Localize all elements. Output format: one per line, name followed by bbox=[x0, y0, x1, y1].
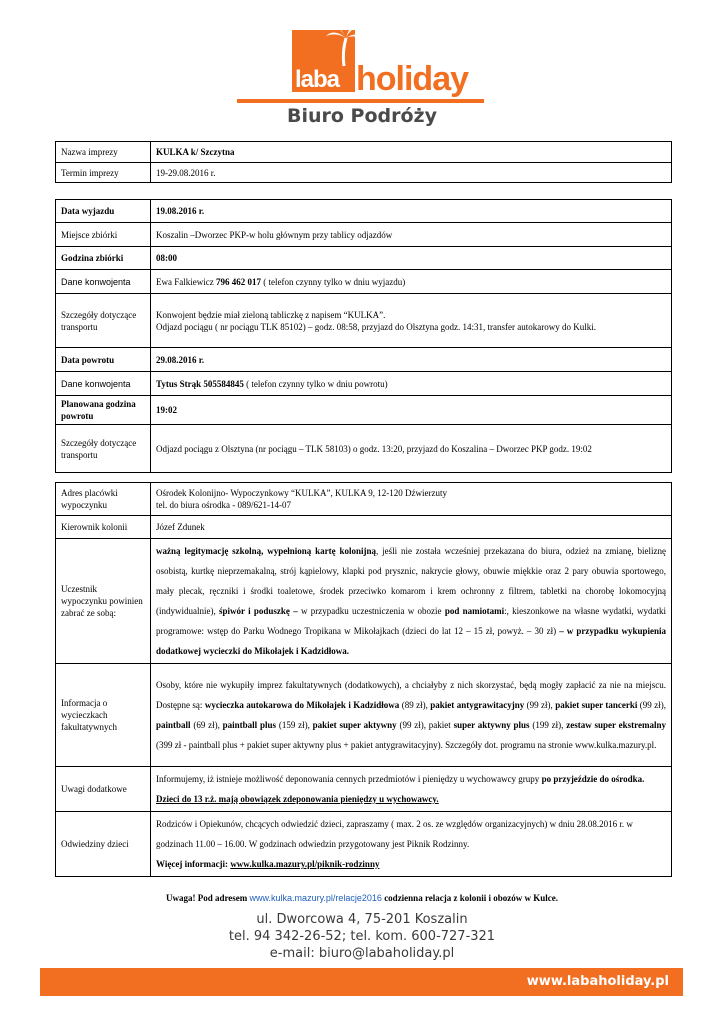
notes-value: Informujemy, iż istnieje możliwość deponowania cennych przedmiotów i pieniędzy u wychowawcy grupy po przyjeździe do ośrodka. Dzieci do 13 r.ż. mają obowiązek zdeponowania pieniędzy u wychowawcy. bbox=[151, 767, 672, 812]
visits-value: Rodziców i Opiekunów, chcących odwiedzić dzieci, zapraszamy ( max. 2 os. ze względów organizacyjnych) w dniu 28.08.2016 r. w godzinach 11.00 – 16.00. W godzinach odwiedzin przygotowany jest Piknik Rodzinny. Więcej informacji: www.kulka.mazury.pl/piknik-rodzinny bbox=[151, 812, 672, 877]
event-date-label: Termin imprezy bbox=[56, 163, 151, 183]
picnic-link[interactable]: www.kulka.mazury.pl/piknik-rodzinny bbox=[230, 859, 380, 869]
footer-bar bbox=[40, 968, 683, 996]
header-divider bbox=[237, 99, 484, 103]
packing-list-label: Uczestnik wypoczynku powinien zabrać ze sobą: bbox=[56, 539, 151, 664]
meeting-time-value: 08:00 bbox=[151, 247, 672, 270]
return-date-value: 29.08.2016 r. bbox=[151, 348, 672, 372]
logo-laba-text: laba bbox=[295, 66, 340, 93]
meeting-place-value: Koszalin –Dworzec PKP-w holu głównym przy tablicy odjazdów bbox=[151, 223, 672, 247]
event-name-label: Nazwa imprezy bbox=[56, 142, 151, 163]
labaholiday-logo bbox=[292, 22, 469, 98]
visits-label: Odwiedziny dzieci bbox=[56, 812, 151, 877]
transport-details1-label: Szczegóły dotyczące transportu bbox=[56, 294, 151, 348]
trips-info-label: Informacja o wycieczkach fakultatywnych bbox=[56, 664, 151, 767]
relation-note: Uwaga! Pod adresem www.kulka.mazury.pl/relacje2016 codzienna relacja z kolonii i obozów w Kulce. bbox=[165, 893, 559, 903]
transport-details2-label: Szczegóły dotyczące transportu bbox=[56, 425, 151, 473]
transport-details2-value: Odjazd pociągu z Olsztyna (nr pociągu – TLK 58103) o godz. 13:20, przyjazd do Koszalina – Dworzec PKP godz. 19:02 bbox=[151, 425, 672, 473]
event-table bbox=[55, 141, 672, 183]
relation-link[interactable]: www.kulka.mazury.pl/relacje2016 bbox=[249, 893, 382, 903]
transport-table bbox=[55, 199, 672, 473]
notes-label: Uwagi dodatkowe bbox=[56, 767, 151, 812]
phone-line: tel. 94 342-26-52; tel. kom. 600-727-321 bbox=[228, 929, 496, 944]
logo-holiday-text: holiday bbox=[356, 60, 469, 98]
manager-value: Józef Zdunek bbox=[151, 516, 672, 539]
address-label: Adres placówki wypoczynku bbox=[56, 483, 151, 516]
escort2-label: Dane konwojenta bbox=[56, 372, 151, 396]
address-value: Ośrodek Kolonijno- Wypoczynkowy “KULKA”, KULKA 9, 12-120 Dźwierzuty tel. do biura ośrodka - 089/621-14-07 bbox=[151, 483, 672, 516]
escort1-value: Ewa Falkiewicz 796 462 017 ( telefon czynny tylko w dniu wyjazdu) bbox=[151, 270, 672, 294]
departure-date-label: Data wyjazdu bbox=[56, 200, 151, 223]
transport-details1-value: Konwojent będzie miał zieloną tabliczkę z napisem “KULKA”. Odjazd pociągu ( nr pociągu TLK 85102) – godz. 08:58, przyjazd do Olsztyna godz. 14:31, transfer autokarowy do Kulki. bbox=[151, 294, 672, 348]
meeting-time-label: Godzina zbiórki bbox=[56, 247, 151, 270]
event-name-value: KULKA k/ Szczytna bbox=[151, 142, 672, 163]
info-table bbox=[55, 482, 672, 877]
packing-list-value: ważną legitymację szkolną, wypełnioną kartę kolonijną, jeśli nie została wcześniej przekazana do biura, odzież na zmianę, bieliznę osobistą, kurtkę nieprzemakalną, strój kąpielowy, klapki pod prysznic, nakrycie głowy, obuwie miękkie oraz 2 pary obuwia sportowego, mały plecak, ręczniki i środki toaletowe, środek przeciwko komarom i krem ochronny z filtrem, tabletki na chorobę lokomocyjną (indywidualnie), śpiwór i poduszkę – w przypadku uczestniczenia w obozie pod namiotami:, kieszonkowe na własne wydatki, wydatki programowe: wstęp do Parku Wodnego Tropikana w Mikołajkach (dzieci do lat 12 – 15 zł, powyż. – 30 zł) – w przypadku wykupienia dodatkowej wycieczki do Mikołajek i Kadzidłowa. bbox=[151, 539, 672, 664]
page-title: Biuro Podróży bbox=[286, 105, 437, 127]
meeting-place-label: Miejsce zbiórki bbox=[56, 223, 151, 247]
contact-address bbox=[0, 911, 724, 962]
return-time-label: Planowana godzina powrotu bbox=[56, 396, 151, 425]
return-date-label: Data powrotu bbox=[56, 348, 151, 372]
return-time-value: 19:02 bbox=[151, 396, 672, 425]
departure-date-value: 19.08.2016 r. bbox=[151, 200, 672, 223]
email-line: e-mail: biuro@labaholiday.pl bbox=[269, 946, 455, 961]
manager-label: Kierownik kolonii bbox=[56, 516, 151, 539]
escort2-value: Tytus Strąk 505584845 ( telefon czynny tylko w dniu powrotu) bbox=[151, 372, 672, 396]
escort1-label: Dane konwojenta bbox=[56, 270, 151, 294]
address-line: ul. Dworcowa 4, 75-201 Koszalin bbox=[256, 912, 468, 927]
event-date-value: 19-29.08.2016 r. bbox=[151, 163, 672, 183]
website-link[interactable]: www.labaholiday.pl bbox=[526, 974, 669, 989]
trips-info-value: Osoby, które nie wykupiły imprez fakultatywnych (dodatkowych), a chciałyby z nich skorzystać, będą mogły zapłacić za nie na miejscu. Dostępne są: wycieczka autokarowa do Mikołajek i Kadzidłowa (89 zł), pakiet antygrawitacyjny (99 zł), pakiet super tancerki (99 zł), paintball (69 zł), paintball plus (159 zł), pakiet super aktywny (99 zł), pakiet super aktywny plus (199 zł), zestaw super ekstremalny (399 zł - paintball plus + pakiet super aktywny plus + pakiet antygrawitacyjny). Szczegóły dot. programu na stronie www.kulka.mazury.pl. bbox=[151, 664, 672, 767]
